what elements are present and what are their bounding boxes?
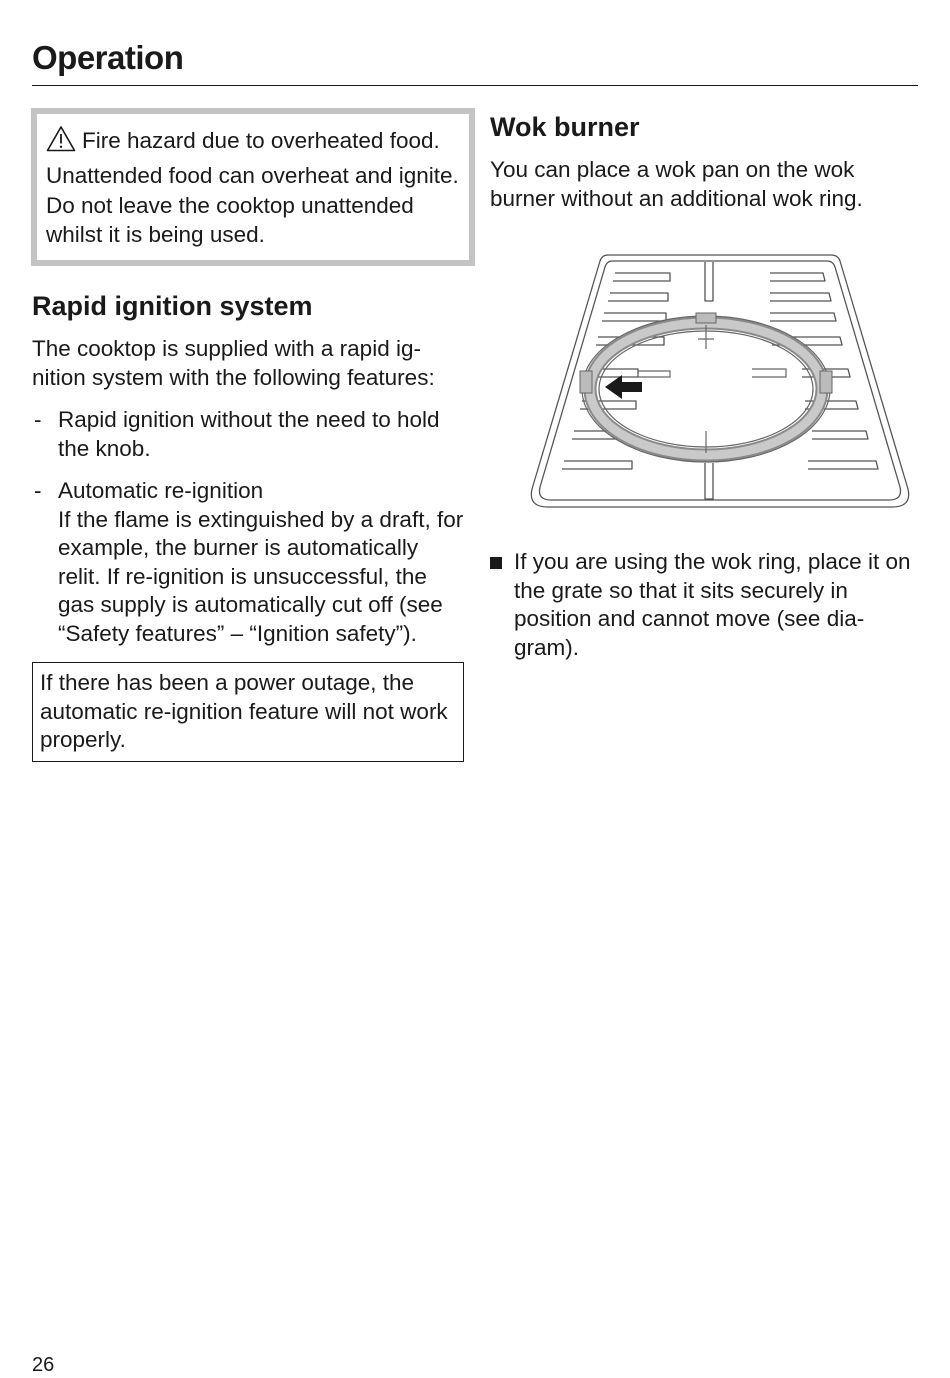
bullet-text: If you are using the wok ring, place it on the grate so that it sits securely in position and cannot move (see diagram). xyxy=(514,549,911,660)
warning-line-2: Unattended food can overheat and ignite. xyxy=(46,162,459,188)
warning-line-3: Do not leave the cooktop unattended whilst it is being used. xyxy=(46,193,414,247)
note-box xyxy=(32,662,464,762)
rapid-ignition-heading: Rapid ignition system xyxy=(32,291,313,321)
wok-burner-heading: Wok burner xyxy=(490,112,640,142)
page-title: Operation xyxy=(32,39,184,76)
list-item-text: If the flame is extinguished by a draft, for example, the burner is automatically relit. If re-ignition is unsuccessful, the gas supply is automatically cut off (see “Safety features” – “Ignition safety”). xyxy=(58,506,464,646)
grate-with-wok-ring-illustration xyxy=(520,241,920,516)
list-item xyxy=(32,477,464,648)
list-dash: - xyxy=(34,478,42,503)
wok-burner-intro: You can place a wok pan on the wok burner without an additional wok ring. xyxy=(490,157,863,211)
list-dash: - xyxy=(34,407,42,432)
warning-line-1: Fire hazard due to overheated food. xyxy=(46,125,459,160)
header-divider xyxy=(32,85,918,86)
warning-box xyxy=(31,108,475,266)
rapid-ignition-intro: The cooktop is supplied with a rapid ignition system with the following features: xyxy=(32,336,435,390)
page-number: 26 xyxy=(32,1354,55,1376)
right-column xyxy=(490,108,918,662)
instruction-bullet xyxy=(490,548,918,662)
left-column xyxy=(32,108,464,762)
note-text: If there has been a power outage, the automatic re-ignition feature will not work properly. xyxy=(40,670,448,752)
warning-triangle-icon xyxy=(46,125,76,160)
list-item xyxy=(32,406,464,463)
list-item-heading: Automatic re-ignition xyxy=(58,478,264,503)
bullet-square-icon xyxy=(490,557,502,569)
list-item-text: Rapid ignition without the need to hold the knob. xyxy=(58,407,440,461)
feature-list xyxy=(32,406,464,648)
